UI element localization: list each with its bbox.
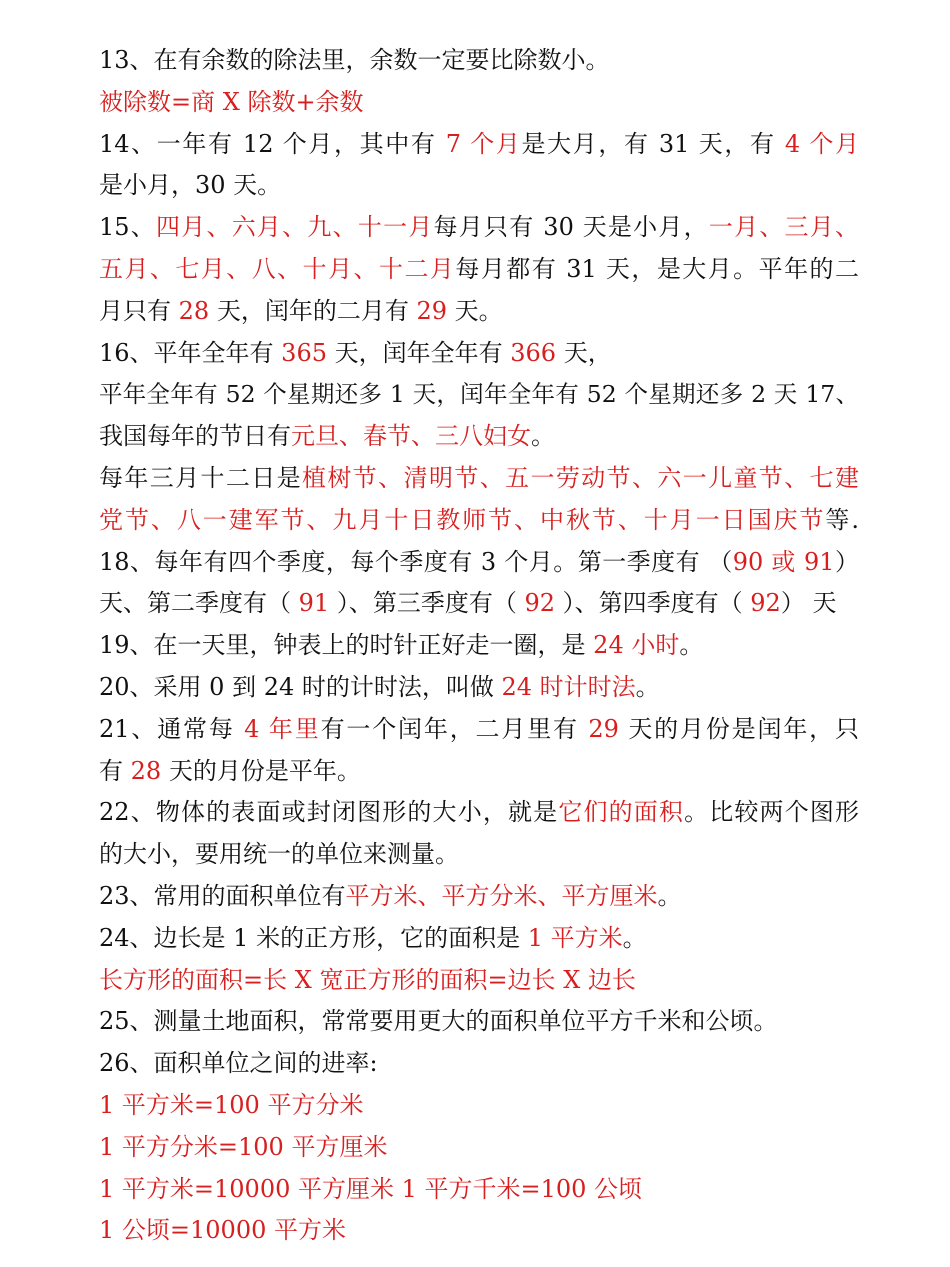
body-text: 19、在一天里，钟表上的时针正好走一圈，是 — [99, 631, 594, 660]
body-text: ） — [834, 547, 859, 576]
line-15c — [99, 291, 859, 333]
highlight-text: 28 — [178, 296, 210, 325]
body-text: 平年全年有 52 个星期还多 1 天，闰年全年有 52 个星期还多 2 天 17、 — [99, 380, 859, 409]
highlight-text: 一月、三月、 — [708, 213, 859, 242]
line-18b — [99, 583, 859, 625]
highlight-text: 1 平方米=10000 平方厘米 1 平方千米=100 公顷 — [99, 1174, 643, 1203]
highlight-text: 被除数=商 X 除数+余数 — [99, 87, 364, 116]
body-text: 天。 — [447, 296, 503, 325]
rate-4 — [99, 1210, 859, 1252]
line-25 — [99, 1001, 859, 1043]
body-text: 天， — [556, 338, 612, 367]
document-body — [99, 40, 859, 1252]
highlight-text: 植树节、清明节、五一劳动节、六一儿童节、七建 — [302, 463, 859, 492]
body-text: ）、第三季度有（ — [329, 589, 525, 618]
line-22b — [99, 834, 859, 876]
body-text: 每月都有 31 天，是大月。平年的二 — [455, 254, 859, 283]
body-text: 有 — [99, 756, 131, 785]
highlight-text: 长方形的面积=长 X 宽正方形的面积=边长 X 边长 — [99, 965, 636, 994]
body-text: 26、面积单位之间的进率: — [99, 1049, 378, 1078]
body-text: 天，闰年全年有 — [326, 338, 511, 367]
line-26 — [99, 1043, 859, 1085]
highlight-text: 平方米、平方分米、平方厘米 — [345, 881, 658, 910]
highlight-text: 7 个月 — [445, 129, 522, 158]
body-text: ）、第四季度有（ — [555, 589, 751, 618]
body-text: 每年三月十二日是 — [99, 463, 303, 492]
body-text: 天的月份是平年。 — [161, 756, 361, 785]
line-17a — [99, 416, 859, 458]
body-text: 23、常用的面积单位有 — [99, 881, 346, 910]
body-text: 15、 — [99, 213, 156, 242]
line-22a — [99, 792, 859, 834]
highlight-text: 90 或 91 — [732, 547, 835, 576]
body-text: 。 — [531, 422, 555, 451]
rate-1 — [99, 1085, 859, 1127]
highlight-text: 366 — [510, 338, 557, 367]
highlight-text: 它们的面积 — [558, 798, 685, 827]
line-21b — [99, 751, 859, 793]
line-14a — [99, 124, 859, 166]
body-text: 。 — [679, 631, 704, 660]
line-14b — [99, 165, 859, 207]
body-text: 我国每年的节日有 — [99, 422, 291, 451]
highlight-text: 24 小时 — [593, 631, 680, 660]
body-text: 。 — [635, 672, 660, 701]
highlight-text: 1 公顷=10000 平方米 — [99, 1216, 346, 1245]
body-text: 21、通常每 — [99, 714, 245, 743]
body-text: 有一个闰年，二月里有 — [320, 714, 589, 743]
highlight-text: 29 — [588, 714, 619, 743]
highlight-text: 92 — [750, 589, 781, 618]
body-text: 是大月，有 31 天，有 — [521, 129, 785, 158]
formula-division — [99, 82, 859, 124]
highlight-text: 4 个月 — [784, 129, 859, 158]
line-18a — [99, 542, 859, 584]
formula-area — [99, 960, 859, 1002]
highlight-text: 1 平方分米=100 平方厘米 — [99, 1132, 388, 1161]
line-15b — [99, 249, 859, 291]
highlight-text: 元旦、春节、三八妇女 — [291, 422, 531, 451]
body-text: 天、第二季度有（ — [99, 589, 299, 618]
line-13 — [99, 40, 859, 82]
body-text: 的大小，要用统一的单位来测量。 — [99, 840, 459, 869]
highlight-text: 1 平方米=100 平方分米 — [99, 1090, 364, 1119]
line-23 — [99, 876, 859, 918]
highlight-text: 党节、八一建军节、九月十日教师节、中秋节、十月一日国庆节 — [99, 505, 826, 534]
body-text: 22、物体的表面或封闭图形的大小，就是 — [99, 798, 559, 827]
body-text: 等. — [825, 505, 859, 534]
highlight-text: 91 — [298, 589, 330, 618]
body-text: 25、测量土地面积，常常要用更大的面积单位平方千米和公顷。 — [99, 1007, 778, 1036]
line-20 — [99, 667, 859, 709]
highlight-text: 五月、七月、八、十月、十二月 — [99, 254, 456, 283]
body-text: 天，闰年的二月有 — [209, 296, 417, 325]
line-24 — [99, 918, 859, 960]
highlight-text: 4 年里 — [244, 714, 321, 743]
body-text: 每月只有 30 天是小月， — [433, 213, 709, 242]
body-text: 18、每年有四个季度，每个季度有 3 个月。第一季度有 （ — [99, 547, 733, 576]
body-text: 13、在有余数的除法里，余数一定要比除数小。 — [99, 46, 610, 74]
rate-3 — [99, 1169, 859, 1211]
line-15a — [99, 207, 859, 249]
highlight-text: 24 时计时法 — [501, 672, 636, 701]
body-text: 。比较两个图形 — [684, 798, 859, 827]
body-text: 是小月，30 天。 — [99, 171, 282, 200]
line-19 — [99, 625, 859, 667]
body-text: 。 — [622, 923, 647, 952]
line-16a — [99, 333, 859, 375]
highlight-text: 1 平方米 — [527, 923, 623, 952]
highlight-text: 29 — [416, 296, 447, 325]
highlight-text: 四月、六月、九、十一月 — [156, 213, 434, 242]
line-16b — [99, 374, 859, 416]
body-text: 天的月份是闰年，只 — [618, 714, 859, 743]
line-17b — [99, 458, 859, 500]
body-text: 14、一年有 12 个月，其中有 — [99, 129, 446, 158]
highlight-text: 28 — [130, 756, 162, 785]
body-text: 24、边长是 1 米的正方形，它的面积是 — [99, 923, 528, 952]
body-text: 16、平年全年有 — [99, 338, 282, 367]
body-text: ） 天 — [780, 589, 837, 618]
body-text: 。 — [657, 881, 682, 910]
line-17c — [99, 500, 859, 542]
body-text: 20、采用 0 到 24 时的计时法，叫做 — [99, 672, 502, 701]
highlight-text: 92 — [524, 589, 555, 618]
body-text: 月只有 — [99, 296, 179, 325]
highlight-text: 365 — [281, 338, 327, 367]
rate-2 — [99, 1127, 859, 1169]
line-21a — [99, 709, 859, 751]
